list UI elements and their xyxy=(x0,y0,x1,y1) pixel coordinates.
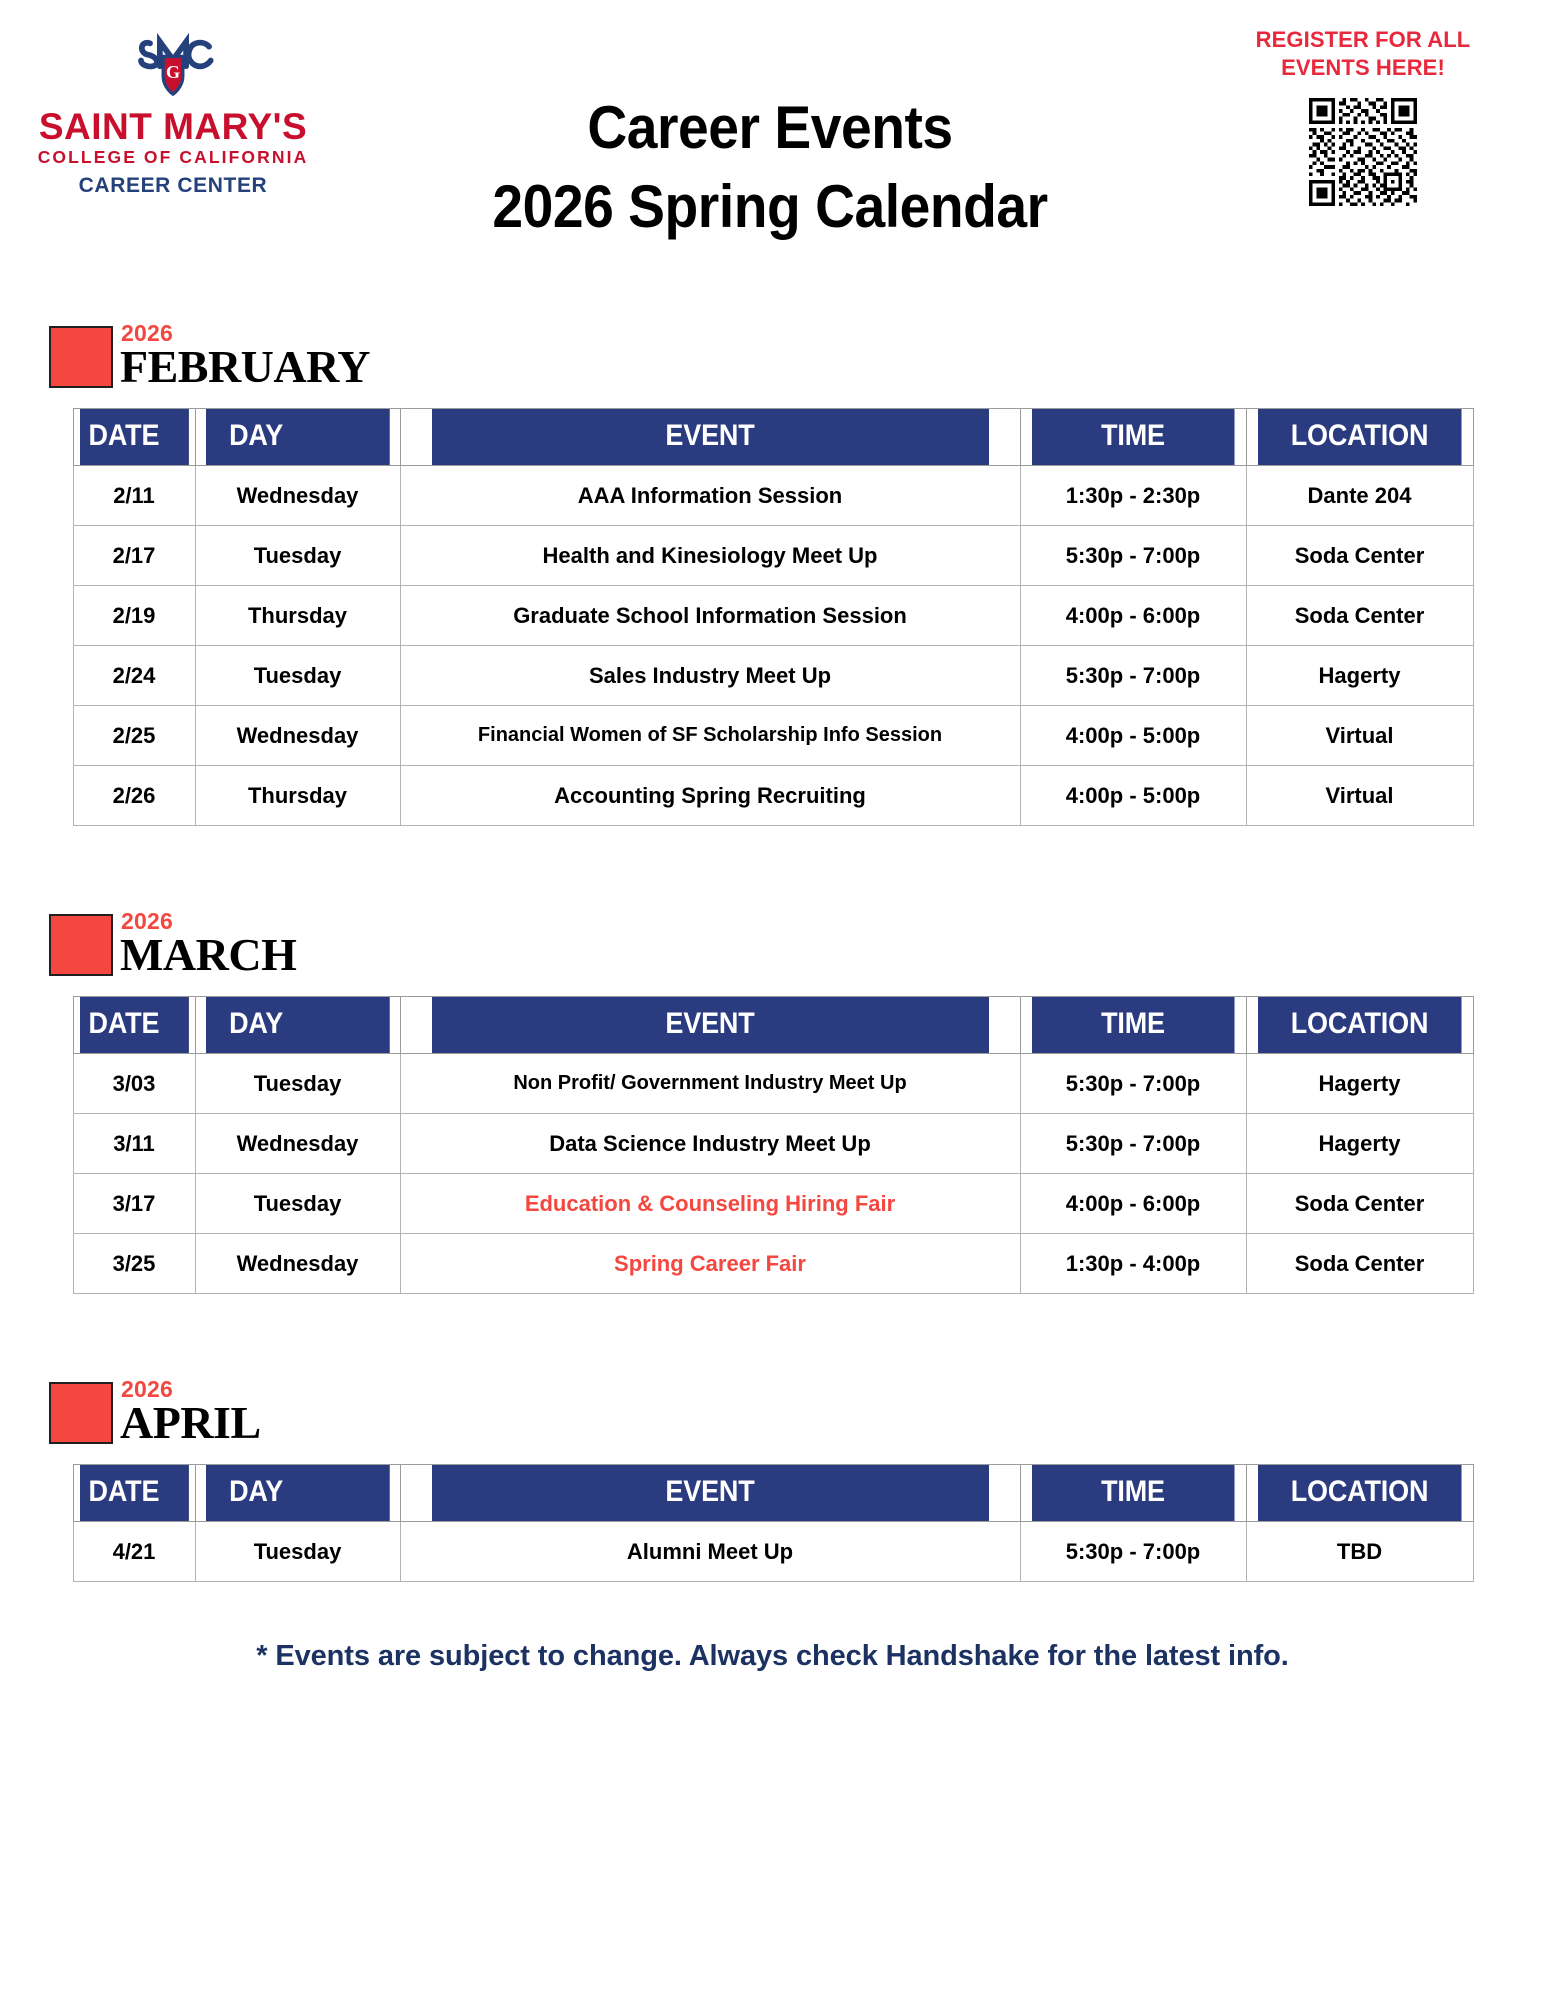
cell-time: 5:30p - 7:00p xyxy=(1020,526,1246,586)
cell-time: 1:30p - 2:30p xyxy=(1020,466,1246,526)
cell-date: 3/03 xyxy=(73,1054,195,1114)
month-name-label: FEBRUARY xyxy=(120,341,370,392)
cell-location: Hagerty xyxy=(1246,646,1473,706)
cell-day: Tuesday xyxy=(195,646,400,706)
cell-event: Alumni Meet Up xyxy=(400,1522,1020,1582)
column-header-event: EVENT xyxy=(431,1465,989,1522)
cell-event: Spring Career Fair xyxy=(400,1234,1020,1294)
column-header-day: DAY xyxy=(205,1465,390,1522)
table-header-row xyxy=(73,409,1473,466)
month-year-label: 2026 xyxy=(121,1376,173,1402)
column-header-time: TIME xyxy=(1031,409,1234,466)
footer-disclaimer: * Events are subject to change. Always check Handshake for the latest info. xyxy=(256,1640,1289,1672)
month-accent-square xyxy=(49,326,113,388)
cell-location: Dante 204 xyxy=(1246,466,1473,526)
cell-day: Tuesday xyxy=(195,526,400,586)
table-row xyxy=(73,526,1473,586)
cell-date: 2/17 xyxy=(73,526,195,586)
month-heading-march xyxy=(49,910,1545,996)
cell-day: Tuesday xyxy=(195,1522,400,1582)
register-callout-line-1: REGISTER FOR ALL xyxy=(1255,27,1471,52)
calendar-table-february xyxy=(73,408,1473,826)
cell-date: 2/26 xyxy=(73,766,195,826)
logo-institution-name: SAINT MARY'S xyxy=(38,106,308,147)
cell-date: 3/17 xyxy=(73,1174,195,1234)
cell-event: Sales Industry Meet Up xyxy=(400,646,1020,706)
cell-day: Wednesday xyxy=(195,1114,400,1174)
page-title-line-1: Career Events xyxy=(587,94,953,161)
column-header-event: EVENT xyxy=(431,997,989,1054)
register-callout xyxy=(1213,26,1513,206)
cell-location: Hagerty xyxy=(1246,1054,1473,1114)
smc-career-center-logo xyxy=(28,22,318,202)
cell-time: 5:30p - 7:00p xyxy=(1020,1054,1246,1114)
cell-location: Soda Center xyxy=(1246,586,1473,646)
table-row xyxy=(73,1114,1473,1174)
section-spacer xyxy=(0,300,1545,322)
cell-event: Financial Women of SF Scholarship Info Session xyxy=(400,706,1020,766)
smc-shield-icon xyxy=(123,22,223,104)
logo-unit-name: CAREER CENTER xyxy=(78,174,268,198)
cell-date: 2/11 xyxy=(73,466,195,526)
cell-date: 3/25 xyxy=(73,1234,195,1294)
column-header-event: EVENT xyxy=(431,409,989,466)
cell-time: 4:00p - 5:00p xyxy=(1020,766,1246,826)
page-header xyxy=(0,0,1545,300)
month-accent-square xyxy=(49,1382,113,1444)
column-header-location: LOCATION xyxy=(1257,409,1461,466)
table-header-row xyxy=(73,997,1473,1054)
table-row xyxy=(73,1522,1473,1582)
cell-date: 3/11 xyxy=(73,1114,195,1174)
column-header-time: TIME xyxy=(1031,997,1234,1054)
section-spacer xyxy=(0,1294,1545,1378)
table-row xyxy=(73,646,1473,706)
column-header-day: DAY xyxy=(205,997,390,1054)
table-row xyxy=(73,706,1473,766)
cell-event: Non Profit/ Government Industry Meet Up xyxy=(400,1054,1020,1114)
cell-time: 4:00p - 6:00p xyxy=(1020,586,1246,646)
column-header-time: TIME xyxy=(1031,1465,1234,1522)
logo-institution-subtitle: COLLEGE OF CALIFORNIA xyxy=(37,147,309,167)
cell-location: Virtual xyxy=(1246,706,1473,766)
cell-date: 2/24 xyxy=(73,646,195,706)
cell-time: 5:30p - 7:00p xyxy=(1020,1522,1246,1582)
cell-time: 4:00p - 6:00p xyxy=(1020,1174,1246,1234)
month-name-label: MARCH xyxy=(120,929,297,980)
table-row xyxy=(73,1174,1473,1234)
cell-date: 2/19 xyxy=(73,586,195,646)
column-header-date: DATE xyxy=(79,997,189,1054)
calendar-table-april xyxy=(73,1464,1473,1582)
table-header-row xyxy=(73,1465,1473,1522)
register-callout-line-2: EVENTS HERE! xyxy=(1281,55,1445,81)
column-header-location: LOCATION xyxy=(1257,1465,1461,1522)
month-accent-square xyxy=(49,914,113,976)
cell-time: 5:30p - 7:00p xyxy=(1020,1114,1246,1174)
cell-day: Wednesday xyxy=(195,1234,400,1294)
column-header-date: DATE xyxy=(79,409,189,466)
cell-day: Thursday xyxy=(195,586,400,646)
cell-day: Wednesday xyxy=(195,466,400,526)
qr-code-icon xyxy=(1309,98,1417,206)
page-title xyxy=(330,88,1210,246)
calendar-table-march xyxy=(73,996,1473,1294)
table-row xyxy=(73,586,1473,646)
month-sections xyxy=(0,300,1545,1582)
cell-location: Soda Center xyxy=(1246,1234,1473,1294)
cell-event: Data Science Industry Meet Up xyxy=(400,1114,1020,1174)
cell-location: TBD xyxy=(1246,1522,1473,1582)
cell-event: AAA Information Session xyxy=(400,466,1020,526)
cell-day: Tuesday xyxy=(195,1054,400,1114)
cell-day: Wednesday xyxy=(195,706,400,766)
cell-event: Graduate School Information Session xyxy=(400,586,1020,646)
cell-event: Health and Kinesiology Meet Up xyxy=(400,526,1020,586)
cell-location: Hagerty xyxy=(1246,1114,1473,1174)
table-row xyxy=(73,766,1473,826)
cell-time: 5:30p - 7:00p xyxy=(1020,646,1246,706)
cell-location: Virtual xyxy=(1246,766,1473,826)
cell-location: Soda Center xyxy=(1246,526,1473,586)
cell-event: Accounting Spring Recruiting xyxy=(400,766,1020,826)
month-heading-april xyxy=(49,1378,1545,1464)
qr-code[interactable] xyxy=(1309,98,1417,206)
cell-event: Education & Counseling Hiring Fair xyxy=(400,1174,1020,1234)
table-row xyxy=(73,466,1473,526)
column-header-location: LOCATION xyxy=(1257,997,1461,1054)
column-header-date: DATE xyxy=(79,1465,189,1522)
month-heading-february xyxy=(49,322,1545,408)
cell-day: Thursday xyxy=(195,766,400,826)
section-spacer xyxy=(0,826,1545,910)
column-header-day: DAY xyxy=(205,409,390,466)
page-title-line-2: 2026 Spring Calendar xyxy=(492,173,1048,241)
cell-time: 1:30p - 4:00p xyxy=(1020,1234,1246,1294)
table-row xyxy=(73,1234,1473,1294)
cell-location: Soda Center xyxy=(1246,1174,1473,1234)
cell-date: 4/21 xyxy=(73,1522,195,1582)
month-name-label: APRIL xyxy=(120,1397,261,1448)
svg-text:G: G xyxy=(165,61,181,82)
cell-date: 2/25 xyxy=(73,706,195,766)
month-year-label: 2026 xyxy=(121,908,173,934)
cell-day: Tuesday xyxy=(195,1174,400,1234)
cell-time: 4:00p - 5:00p xyxy=(1020,706,1246,766)
table-row xyxy=(73,1054,1473,1114)
month-year-label: 2026 xyxy=(121,320,173,346)
